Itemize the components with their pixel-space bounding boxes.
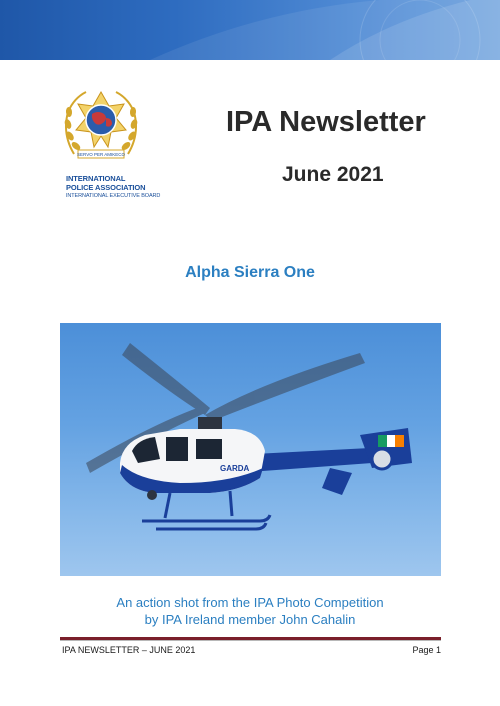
newsletter-title: IPA Newsletter bbox=[226, 106, 426, 138]
org-line-3: INTERNATIONAL EXECUTIVE BOARD bbox=[66, 193, 161, 199]
page-number: Page 1 bbox=[412, 645, 441, 655]
caption-line-1: An action shot from the IPA Photo Competition bbox=[116, 595, 384, 610]
garda-marking: GARDA bbox=[220, 464, 250, 473]
org-line-2: POLICE ASSOCIATION bbox=[66, 183, 146, 192]
footer-divider-shadow bbox=[60, 640, 441, 641]
caption-line-2: by IPA Ireland member John Cahalin bbox=[144, 612, 356, 627]
footer-title: IPA NEWSLETTER – JUNE 2021 bbox=[62, 645, 196, 655]
header-banner bbox=[0, 0, 500, 60]
logo-motto: SERVO PER AMIKECO bbox=[77, 152, 125, 157]
organization-name bbox=[66, 174, 160, 201]
ipa-logo bbox=[56, 84, 146, 170]
photo-caption bbox=[0, 594, 500, 628]
helicopter-photo bbox=[60, 323, 441, 576]
org-line-1: INTERNATIONAL bbox=[66, 174, 126, 183]
article-heading: Alpha Sierra One bbox=[185, 264, 315, 281]
newsletter-date: June 2021 bbox=[282, 163, 384, 186]
banner-pattern bbox=[0, 0, 500, 60]
